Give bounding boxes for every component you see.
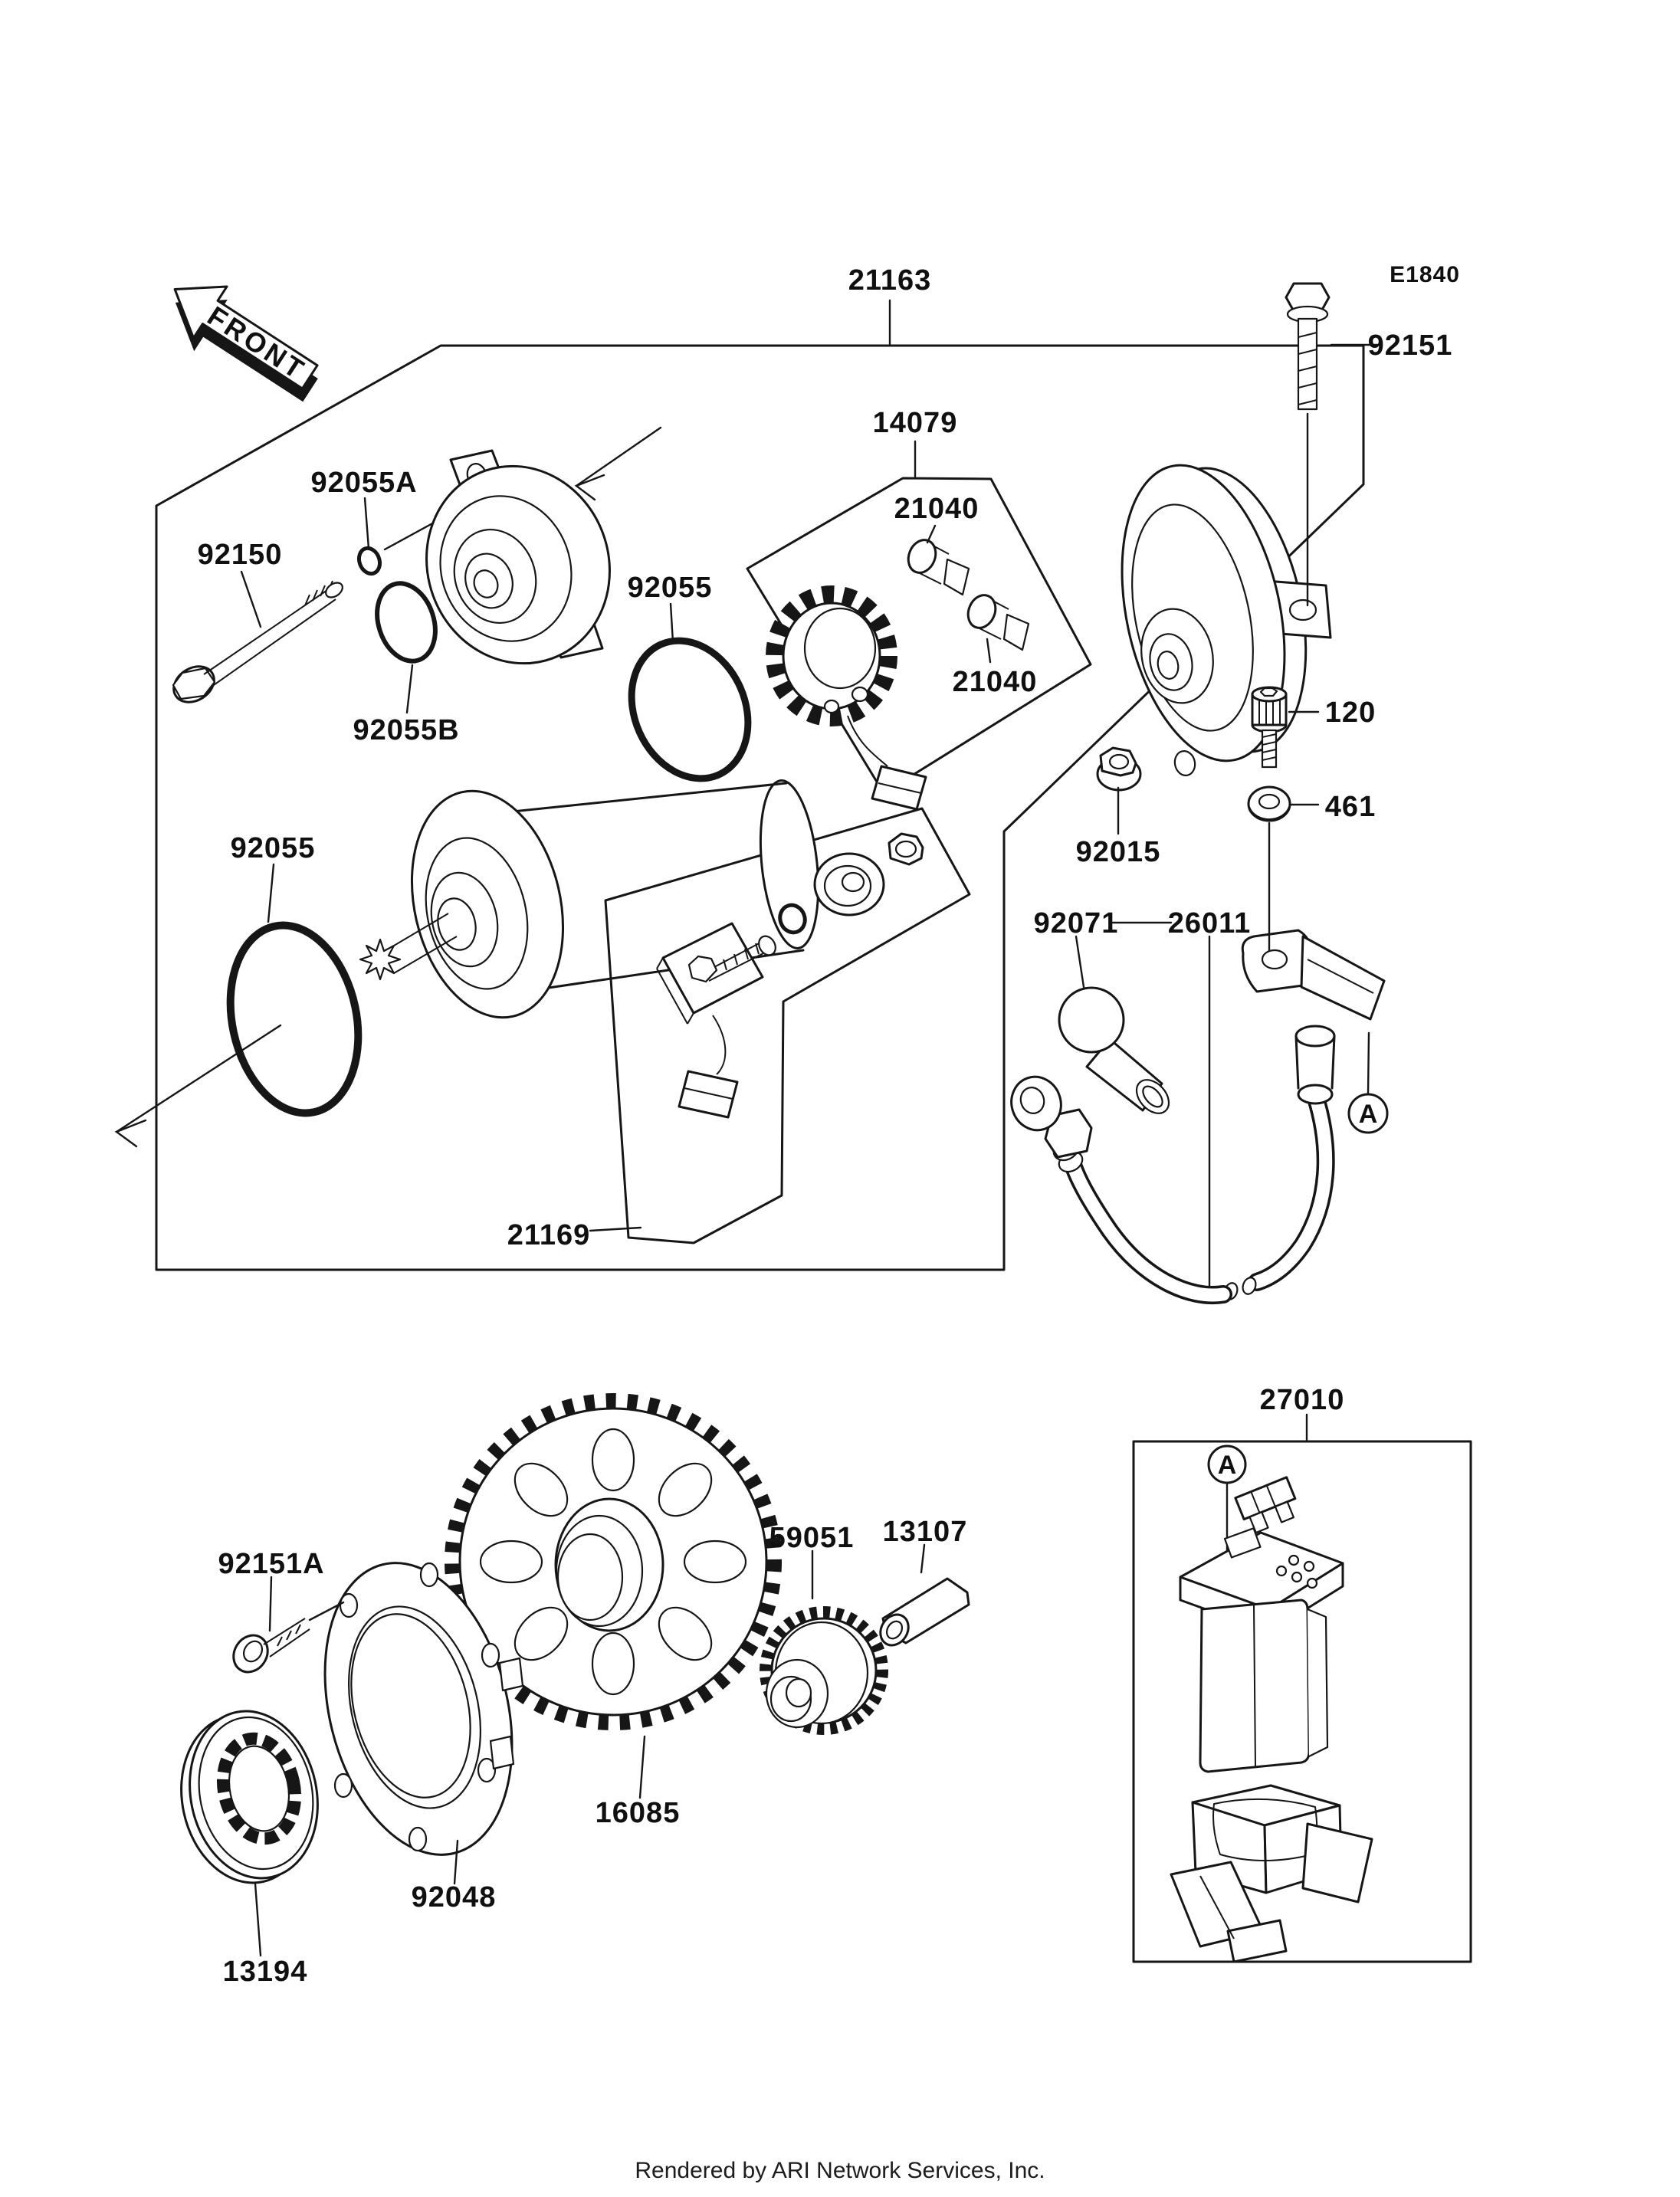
socket-screw-120 [1252,687,1286,767]
part-label-92048: 92048 [411,1881,497,1913]
carbon-brush-21040-b [963,591,1029,650]
part-label-21163: 21163 [848,264,932,297]
washer-461 [1249,787,1290,821]
part-label-92055-mid: 92055 [627,572,713,604]
oneway-clutch-13194 [166,1699,333,1894]
part-label-13107: 13107 [882,1516,968,1548]
part-label-16085: 16085 [595,1797,681,1829]
carbon-brush-21040-a [904,536,969,595]
oring-92055-mid [610,622,769,797]
part-label-14079: 14079 [872,407,958,439]
part-label-26011: 26011 [1167,907,1252,939]
part-label-461: 461 [1324,791,1376,823]
part-label-92151a: 92151A [218,1548,325,1580]
ref-marker-a-cable [1349,1033,1387,1133]
starter-yoke-armature [360,776,825,1032]
idler-gear-59051 [766,1612,882,1729]
part-label-92055b: 92055B [353,714,460,746]
front-direction-arrow-icon [153,264,333,416]
fuse-icon [1235,1477,1301,1535]
brush-holder-plate [775,595,926,809]
starter-end-cover [1097,450,1331,777]
front-marker-label: FRONT [202,300,312,387]
part-label-92151: 92151 [1367,330,1453,362]
through-bolt-92150 [167,580,345,710]
part-label-13194: 13194 [222,1956,308,1988]
part-label-59051: 59051 [769,1522,855,1554]
part-label-92150: 92150 [197,539,283,571]
detail-pointer-arrow-icon [576,428,661,500]
footer-credit: Rendered by ARI Network Services, Inc. [635,2158,1045,2183]
part-label-21169: 21169 [507,1219,591,1251]
starter-relay [1180,1528,1343,1772]
nut-92015 [1098,748,1140,790]
battery-cable-26011 [1005,930,1384,1301]
idler-shaft-13107 [874,1579,969,1651]
part-label-92055a: 92055A [310,467,418,499]
part-label-92055-left: 92055 [230,832,316,864]
part-label-21040-a: 21040 [894,493,979,525]
ref-a-label: A [1358,1100,1378,1129]
relay-rubber-cover [1171,1785,1372,1962]
part-label-27010: 27010 [1259,1384,1345,1416]
terminal-boot-92071 [1059,988,1175,1120]
starter-front-cover [399,440,638,689]
part-label-92015: 92015 [1075,836,1161,868]
sheet-code-label: E1840 [1390,262,1460,287]
part-label-120: 120 [1324,697,1376,729]
part-label-21040-b: 21040 [952,666,1038,698]
ref-a-label-relay: A [1217,1451,1237,1480]
part-label-92071: 92071 [1033,907,1119,939]
